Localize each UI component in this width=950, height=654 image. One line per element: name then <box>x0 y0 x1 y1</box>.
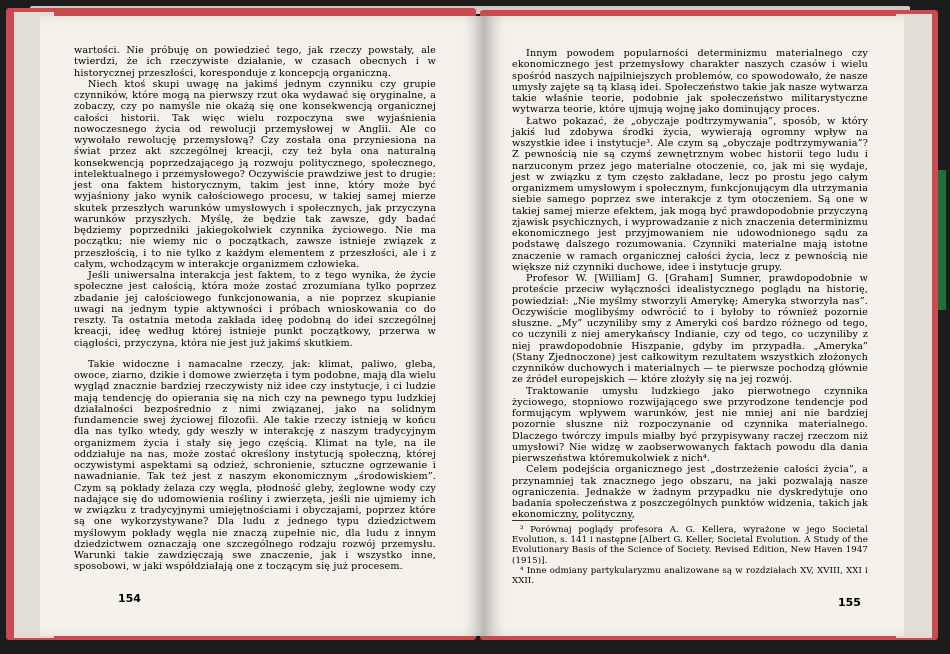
paragraph: Profesor W. [William] G. [Graham] Sumner, prawdopodobnie w proteście przeciw wyłączności idealistycznego poglądu na historię, powiedział: „Nie myślmy stworzyli Amerykę; Ameryka stworzyła nas”. Oczywiście moglibyśmy odwrócić to i byłoby to również pozornie słuszne. „My” uczyniliby smy z Ameryki coś bardzo różnego od tego, co uczynili z niej amerykańscy Indianie, czy od tego, co uczyniliby z niej prawdopodobnie Hiszpanie, gdyby im przypadła. „Ameryka” (Stany Zjednoczone) jest całkowitym rezultatem wszystkich złożonych czynników duchowych i materialnych — te pierwsze pochodzą głównie ze źródeł europejskich — które złożyły się na jej rozwój. <box>512 273 868 386</box>
right-page-body <box>512 48 868 521</box>
paragraph: Niech ktoś skupi uwagę na jakimś jednym czynniku czy grupie czynników, które mogą na pierwszy rzut oka wydawać się oryginalne, a zobaczy, czy po namyśle nie okażą się one konsekwencją organicznej całości historii. Tak więc wielu rozpoczyna swe wyjaśnienia nowoczesnego życia od rewolucji przemysłowej w Anglii. Ale co wywołało rewolucję przemysłową? Czy została ona przyniesiona na świat przez akt szczególnej kreacji, czy też była ona naturalną konsekwencją poprzedzającego ją rozwoju politycznego, społecznego, intelektualnego i przemysłowego? Oczywiście prawdziwe jest to drugie: jest ona faktem historycznym, takim jest inne, który może być wyjaśniony jako wynik całościowego procesu, w takiej samej mierze skutek przeszłych warunków umysłowych i społecznych, jak przyczyna warunków przyszłych. Myślę, że będzie tak zawsze, gdy badać będziemy poprzedniki jakiegokolwiek czynnika życiowego. Nie ma początku; nie wiemy nic o początkach, zawsze istnieje związek z przeszłością, i to nie tylko z każdym elementem z przeszłości, ale i z całym, wchodzącym w interakcje organizmem człowieka. <box>74 78 436 270</box>
footnote: ³ Porównaj poglądy profesora A. G. Kellera, wyrażone w jego Societal Evolution, s. 141 i następne [Albert G. Keller, Societal Evolution. A Study of the Evolutionary Basis of the Science of Society. Revised Edition, New Haven 1947 (1915)]. <box>512 525 868 566</box>
paragraph: Celem podejścia organicznego jest „dostrzeżenie całości życia”, a przynamniej tak znacznego jego obszaru, na jaki pozwalają nasze ograniczenia. Jednakże w żadnym przypadku nie dyskredytuje ono badania społeczeństwa z poszczególnych punktów widzenia, takich jak ekonomiczny, polityczny, <box>512 464 868 521</box>
page-number-right: 155 <box>838 596 861 609</box>
paragraph: wartości. Nie próbuję on powiedzieć tego, jak rzeczy powstały, ale twierdzi, że ich rzeczywiste działanie, w czasach obecnych i w historycznej przeszłości, koresponduje z koncepcją organiczną. <box>74 45 436 79</box>
left-page-body <box>74 45 436 573</box>
paragraph: Innym powodem popularności determinizmu materialnego czy ekonomicznego jest przemysłowy charakter naszych czasów i wielu spośród naszych najpilniejszych problemów, co spowodowało, że nasze umysły zajęte są tą klasą idei. Społeczeństwo takie jak nasze wytwarza takie właśnie teorie, podobnie jak społeczeństwo militarystyczne wytwarza teorie, które ujmują wojnę jako dominujący proces. <box>512 48 868 116</box>
footnote: ⁴ Inne odmiany partykularyzmu analizowane są w rozdziałach XV, XVIII, XXI i XXII. <box>512 565 868 587</box>
paragraph: Traktowanie umysłu ludzkiego jako pierwotnego czynnika życiowego, stopniowo rozwijającego swe przyrodzone tendencje pod formującym wpływem warunków, jest nie mniej ani nie bardziej pozornie słuszne niż rozpoczynanie od czynnika materialnego. Dlaczego twórczy impuls miałby być przypisywany raczej rzeczom niż umysłowi? Nie widzę w zaobserwowanych faktach powodu dla dania pierwszeństwa któremukolwiek z nich⁴. <box>512 385 868 464</box>
paragraph: Łatwo pokazać, że „obyczaje podtrzymywania”, sposób, w który jakiś lud zdobywa środki życia, wywierają ogromny wpływ na wszystkie idee i instytucje³. Ale czym są „obyczaje podtrzymywania”? Z pewnością nie są czymś zewnętrznym wobec historii tego ludu i narzuconym przez jego materialne otoczenie, co, jak mi się wydaje, jest w związku z tym często zakładane, lecz po prostu jego całym organizmem umysłowym i społecznym, funkcjonującym dla utrzymania siebie samego poprzez swe interakcje z tym otoczeniem. Są one w takiej samej mierze efektem, jak mogą być prawdopodobnie przyczyną zjawisk psychicznych, i wyprowadzanie z nich znaczenia determinizmu ekonomicznego jest przyjmowaniem nie udowodnionego sądu za podstawę dalszego rozumowania. Czynniki materialne mają istotne znaczenie w ramach organicznej całości życia, lecz z pewnością nie większe niż czynniki duchowe, idee i instytucje grupy. <box>512 115 868 273</box>
footnotes <box>512 525 868 586</box>
page-number-left: 154 <box>118 592 141 605</box>
paragraph: Takie widoczne i namacalne rzeczy, jak: klimat, paliwo, gleba, owoce, ziarno, dzikie i domowe zwierzęta i tym podobne, mają dla wielu wygląd znacznie bardziej rzeczywisty niż idee czy instytucje, i ci ludzie mają tendencję do opierania się na nich czy na pewnego typu ludzkiej działalności bezpośrednio z nimi związanej, jako na solidnym fundamencie swej życiowej filozofii. Ale takie rzeczy istnieją w końcu dla nas tylko wtedy, gdy weszły w interakcję z naszym tradycyjnym organizmem życia i stały się jego częścią. Klimat na tyle, na ile oddziałuje na nas, może zostać określony instytucją społeczną, której oczywistymi aspektami są odzież, schronienie, sztuczne ogrzewanie i nawadnianie. Tak też jest z naszym ekonomicznym „środowiskiem”. Czym są pokłady żelaza czy węgla, płodność gleby, żeglowne wody czy nadające się do udomowienia rośliny i zwierzęta, jeśli nie ujmiemy ich w związku z tradycyjnymi umiejętnościami i obyczajami, poprzez które są one wykorzystywane? Dla ludu z jednego typu dziedzictwem myślowym pokłady węgla nie znaczą zupełnie nic, dla ludu z innym dziedzictwem oznaczają one szczególnego rodzaju rozwój przemysłu. Warunki takie zawdzięczają swe znaczenie, jak i wszystko inne, sposobowi, w jaki współdziałają one z toczącym się już procesem. <box>74 358 436 573</box>
bookmark-tab <box>938 170 946 310</box>
paragraph: Jeśli uniwersalna interakcja jest faktem, to z tego wynika, że życie społeczne jest całością, która może zostać zrozumiana tylko poprzez zbadanie jej całościowego funkcjonowania, a nie poprzez skupianie uwagi na jednym typie aktywności i próbach wnioskowania co do reszty. Ta ostatnia metoda zakłada ideę podobną do idei szczególnej kreacji, ideę według której istnieje punkt początkowy, przerwa w ciągłości, przyczyna, która nie jest już jakimś skutkiem. <box>74 270 436 349</box>
footnote-divider <box>512 520 632 521</box>
